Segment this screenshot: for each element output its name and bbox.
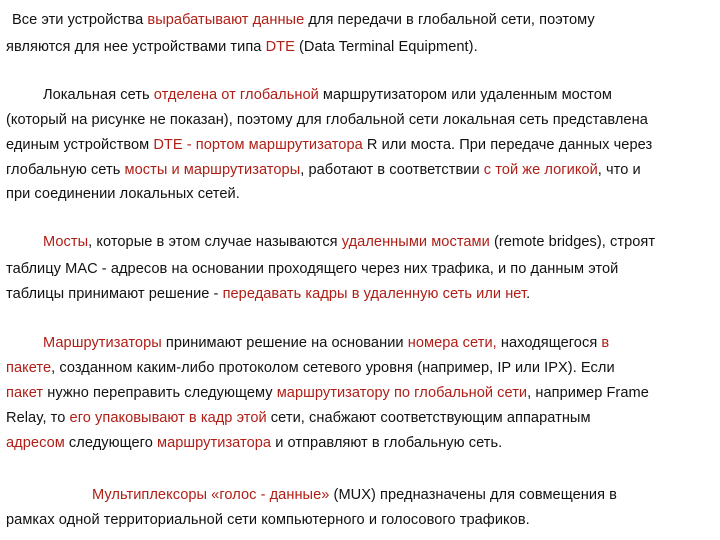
highlighted-term: пакете [6, 360, 52, 376]
text-line-3 [43, 86, 720, 104]
highlighted-term: маршрутизатору по глобальной сети [276, 385, 528, 401]
text-span: при соединении локальных сетей. [6, 186, 240, 202]
highlighted-term: маршрутизатора [156, 435, 272, 451]
text-span: глобальную сеть [6, 162, 125, 178]
text-line-1 [12, 11, 720, 29]
highlighted-term: удаленными мостами [341, 234, 490, 250]
text-span: . [526, 286, 531, 302]
text-line-13 [6, 384, 720, 402]
highlighted-term: отделена от глобальной [153, 87, 319, 103]
text-line-2 [6, 38, 720, 56]
highlighted-term: с той же логикой [483, 162, 598, 178]
text-span: , работают в соответствии [300, 162, 484, 178]
text-line-4 [6, 111, 720, 129]
text-span: находящегося [496, 335, 602, 351]
highlighted-term: вырабатывают данные [147, 12, 305, 28]
text-span: , созданном каким-либо протоколом сетевого уровня (например, IP или IPX). Если [51, 360, 615, 376]
highlighted-term: номера сети, [407, 335, 497, 351]
highlighted-term: пакет [6, 385, 44, 401]
text-span: , которые в этом случае называются [88, 234, 342, 250]
text-span: (remote bridges), строят [489, 234, 656, 250]
text-span: (MUX) предназначены для совмещения в [329, 487, 617, 503]
text-line-16 [92, 486, 720, 504]
text-span: единым устройством [6, 137, 154, 153]
text-span: принимают решение на основании [161, 335, 408, 351]
text-span: для передачи в глобальной сети, поэтому [304, 12, 595, 28]
highlighted-term: его упаковывают в кадр этой [69, 410, 267, 426]
highlighted-term: передавать кадры в удаленную сеть или нет [222, 286, 527, 302]
text-span: сети, снабжают соответствующим аппаратным [266, 410, 591, 426]
text-span: R или моста. При передаче данных через [362, 137, 653, 153]
text-span: (Data Terminal Equipment). [294, 39, 478, 55]
text-line-5 [6, 136, 720, 154]
text-span: следующего [64, 435, 157, 451]
text-span: являются для нее устройствами типа [6, 39, 266, 55]
text-line-12 [6, 359, 720, 377]
text-span: рамках одной территориальной сети компьютерного и голосового трафиков. [6, 512, 530, 528]
text-span: таблицы принимают решение - [6, 286, 223, 302]
text-span: таблицу MAC - адресов на основании проходящего через них трафика, и по данным этой [6, 261, 619, 277]
text-line-11 [43, 334, 720, 352]
text-line-10 [6, 285, 720, 303]
highlighted-term: Мосты [43, 234, 89, 250]
text-line-17 [6, 511, 720, 529]
text-line-8 [43, 233, 720, 251]
text-line-9 [6, 260, 720, 278]
text-span: маршрутизатором или удаленным мостом [318, 87, 612, 103]
text-span: и отправляют в глобальную сеть. [271, 435, 503, 451]
text-span: Все эти устройства [12, 12, 148, 28]
text-line-14 [6, 409, 720, 427]
text-line-6 [6, 161, 720, 179]
text-span: , например Frame [527, 385, 649, 401]
text-span: Локальная сеть [43, 87, 154, 103]
text-span: нужно переправить следующему [43, 385, 277, 401]
highlighted-term: адресом [6, 435, 65, 451]
highlighted-term: DTE - портом маршрутизатора [153, 137, 363, 153]
text-span: , что и [597, 162, 641, 178]
highlighted-term: Мультиплексоры «голос - данные» [92, 487, 330, 503]
text-line-7 [6, 185, 720, 203]
text-line-15 [6, 434, 720, 452]
highlighted-term: в [601, 335, 610, 351]
highlighted-term: DTE [265, 39, 295, 55]
text-span: (который на рисунке не показан), поэтому для глобальной сети локальная сеть представлена [6, 112, 648, 128]
text-span: Relay, то [6, 410, 70, 426]
highlighted-term: мосты и маршрутизаторы [124, 162, 301, 178]
highlighted-term: Маршрутизаторы [43, 335, 162, 351]
